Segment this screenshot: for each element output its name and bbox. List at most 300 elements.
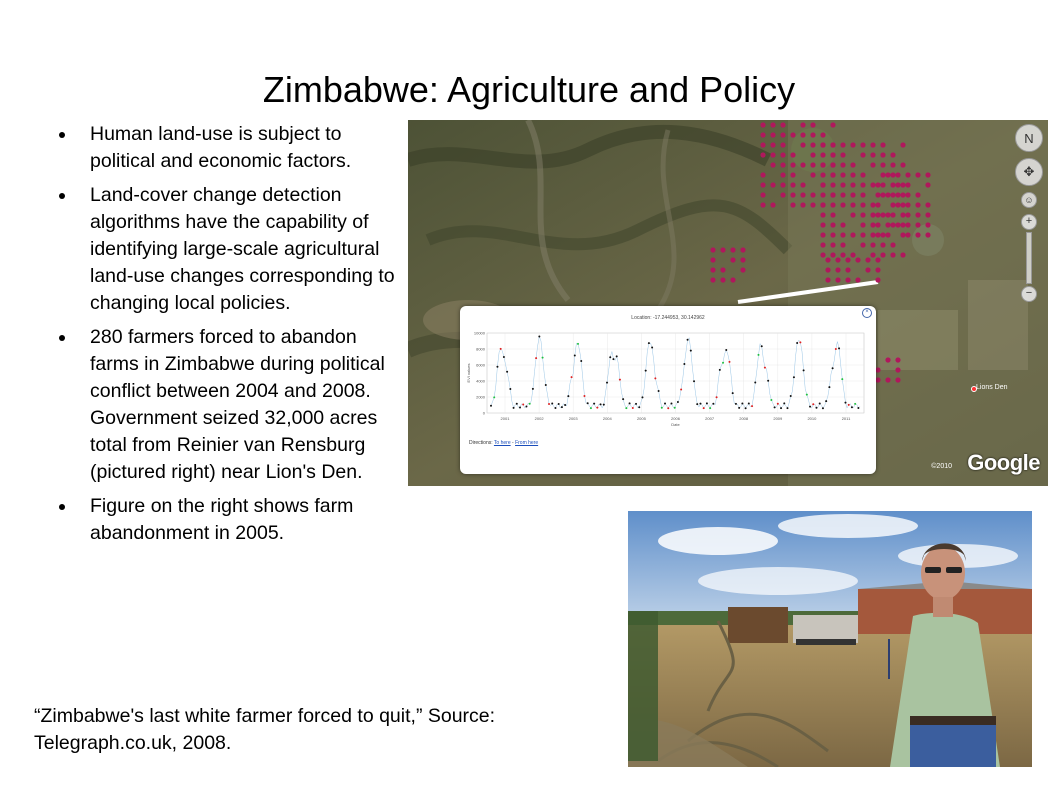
chart-point [583, 395, 585, 397]
bullet-list [55, 121, 400, 554]
chart-point [725, 349, 727, 351]
farm-marker [830, 192, 835, 197]
chart-point [741, 402, 743, 404]
farm-marker [875, 257, 880, 262]
bullet-item [55, 182, 400, 317]
farm-marker [860, 242, 865, 247]
chart-point [825, 400, 827, 402]
chart-point [719, 369, 721, 371]
chart-point [838, 347, 840, 349]
x-tick-label: 2011 [841, 416, 851, 421]
x-tick-label: 2009 [773, 416, 783, 421]
farm-marker [895, 377, 900, 382]
chart-point [632, 407, 634, 409]
farm-marker [900, 202, 905, 207]
chart-point [619, 379, 621, 381]
chart-point [851, 406, 853, 408]
farm-marker [780, 162, 785, 167]
farm-marker [790, 182, 795, 187]
bullet-text: Human land-use is subject to political and economic factors. [90, 123, 352, 172]
compass-icon[interactable]: N [1015, 124, 1043, 152]
farm-marker [810, 132, 815, 137]
chart-point [728, 361, 730, 363]
farm-marker [790, 202, 795, 207]
chart-point [538, 335, 540, 337]
farm-marker [925, 232, 930, 237]
farm-marker [890, 222, 895, 227]
farm-marker [780, 172, 785, 177]
chart-point [571, 376, 573, 378]
farm-marker [840, 222, 845, 227]
chart-point [625, 407, 627, 409]
farm-marker [850, 252, 855, 257]
farm-marker [870, 162, 875, 167]
chart-point [764, 367, 766, 369]
y-tick-label: 4000 [476, 378, 485, 384]
farm-marker [825, 267, 830, 272]
farm-marker [790, 172, 795, 177]
farm-marker [730, 247, 735, 252]
zoom-slider[interactable] [1026, 232, 1032, 284]
farm-marker [800, 132, 805, 137]
chart-point [780, 407, 782, 409]
farm-marker [875, 212, 880, 217]
chart-point [716, 396, 718, 398]
chart-point [535, 357, 537, 359]
farm-marker [880, 152, 885, 157]
farm-marker [850, 232, 855, 237]
chart-point [699, 403, 701, 405]
farmer-photo-illustration [628, 511, 1032, 767]
chart-point [703, 407, 705, 409]
farm-marker [835, 267, 840, 272]
bullet-dot-icon [59, 335, 65, 341]
farm-marker [890, 252, 895, 257]
farm-marker [860, 152, 865, 157]
chart-point [854, 403, 856, 405]
farm-marker [895, 222, 900, 227]
chart-point [670, 403, 672, 405]
farm-marker [880, 212, 885, 217]
chart-point [832, 367, 834, 369]
farm-marker [830, 162, 835, 167]
chart-point [616, 355, 618, 357]
chart-point [690, 350, 692, 352]
farm-marker [860, 182, 865, 187]
chart-point [706, 402, 708, 404]
chart-point [567, 395, 569, 397]
farm-marker [770, 152, 775, 157]
farm-marker [865, 257, 870, 262]
chart-point [654, 377, 656, 379]
chart-point [677, 401, 679, 403]
chart-point [790, 395, 792, 397]
farm-marker [730, 257, 735, 262]
chart-point [529, 403, 531, 405]
chart-point [542, 357, 544, 359]
farm-marker [850, 192, 855, 197]
farm-marker [810, 122, 815, 127]
farm-marker [780, 182, 785, 187]
farm-marker [790, 192, 795, 197]
chart-point [516, 403, 518, 405]
x-tick-label: 2004 [602, 416, 612, 421]
chart-point [799, 341, 801, 343]
farm-marker [760, 172, 765, 177]
bullet-text: 280 farmers forced to abandon farms in Zimbabwe during political conflict between 2004 and 2008. Government seized 32,000 acres total from Reinier van Rensburg (pictured right) near Lion's Den. [90, 326, 385, 483]
farm-marker [880, 182, 885, 187]
chart-point [841, 378, 843, 380]
farm-marker [915, 212, 920, 217]
chart-point [693, 380, 695, 382]
chart-point [509, 388, 511, 390]
chart-point [680, 388, 682, 390]
farm-marker [840, 192, 845, 197]
farm-marker [895, 182, 900, 187]
chart-point [496, 366, 498, 368]
map-navigation-controls[interactable] [1014, 124, 1044, 304]
farm-marker [890, 182, 895, 187]
farm-marker [875, 182, 880, 187]
farm-marker [720, 267, 725, 272]
x-tick-label: 2006 [671, 416, 680, 421]
farm-marker [760, 202, 765, 207]
chart-point [777, 403, 779, 405]
farm-marker [820, 212, 825, 217]
chart-point [580, 360, 582, 362]
farm-marker [875, 232, 880, 237]
farm-marker [895, 202, 900, 207]
chart-point [783, 402, 785, 404]
farm-marker [770, 182, 775, 187]
farm-marker [875, 202, 880, 207]
chart-point [525, 406, 527, 408]
chart-point [603, 404, 605, 406]
chart-point [506, 371, 508, 373]
farm-marker [885, 172, 890, 177]
farm-marker [820, 242, 825, 247]
farm-marker [830, 202, 835, 207]
farm-marker [830, 172, 835, 177]
chart-point [844, 402, 846, 404]
chart-point [493, 396, 495, 398]
farm-marker [860, 212, 865, 217]
farm-marker [870, 222, 875, 227]
chart-point [490, 405, 492, 407]
farm-marker [810, 172, 815, 177]
chart-point [574, 354, 576, 356]
chart-point [612, 358, 614, 360]
directions-separator: - [510, 440, 516, 446]
chart-point [503, 356, 505, 358]
chart-point [748, 402, 750, 404]
google-logo: Google [967, 450, 1040, 475]
bullet-text: Land-cover change detection algorithms have the capability of identifying large-scale agricultural land-use changes corresponding to changing local policies. [90, 184, 395, 314]
chart-point [712, 403, 714, 405]
y-tick-label: 10000 [473, 330, 485, 336]
farm-marker [890, 162, 895, 167]
farm-marker [760, 132, 765, 137]
farm-marker [770, 202, 775, 207]
farm-marker [905, 172, 910, 177]
farm-marker [915, 192, 920, 197]
farm-marker [885, 212, 890, 217]
farm-marker [860, 192, 865, 197]
farm-marker [770, 132, 775, 137]
chart-point [796, 342, 798, 344]
farm-marker [760, 152, 765, 157]
farm-marker [925, 222, 930, 227]
farm-marker [880, 192, 885, 197]
farm-marker [710, 257, 715, 262]
farm-marker [885, 232, 890, 237]
farm-marker [905, 192, 910, 197]
farm-marker [880, 232, 885, 237]
farm-marker [820, 162, 825, 167]
farm-marker [840, 142, 845, 147]
chart-point [500, 348, 502, 350]
farm-marker [850, 142, 855, 147]
farm-marker [840, 172, 845, 177]
chart-point [745, 407, 747, 409]
chart-point [774, 406, 776, 408]
farm-marker [800, 202, 805, 207]
farm-marker [885, 222, 890, 227]
timeseries-popup [460, 306, 876, 474]
chart-point [600, 403, 602, 405]
farm-marker [830, 252, 835, 257]
farm-marker [880, 172, 885, 177]
farm-marker [840, 242, 845, 247]
close-icon[interactable]: × [862, 308, 872, 318]
farm-marker [800, 122, 805, 127]
farm-marker [890, 172, 895, 177]
farm-marker [830, 142, 835, 147]
farm-marker [850, 172, 855, 177]
farm-marker [890, 192, 895, 197]
photo-caption: “Zimbabwe's last white farmer forced to quit,” Source: Telegraph.co.uk, 2008. [34, 705, 496, 754]
chart-point [696, 403, 698, 405]
farm-marker [915, 202, 920, 207]
farm-marker [870, 152, 875, 157]
farm-marker [925, 182, 930, 187]
farm-marker [885, 377, 890, 382]
chart-point [648, 342, 650, 344]
farm-marker [875, 377, 880, 382]
chart-point [857, 407, 859, 409]
chart-point [683, 363, 685, 365]
timeseries-chart [460, 306, 876, 474]
chart-point [806, 394, 808, 396]
x-axis-label: Date [671, 422, 680, 427]
farm-marker [900, 222, 905, 227]
chart-point [609, 356, 611, 358]
x-tick-label: 2008 [739, 416, 749, 421]
chart-point [622, 398, 624, 400]
farm-marker [855, 277, 860, 282]
farm-marker [850, 202, 855, 207]
chart-point [519, 407, 521, 409]
farm-marker [915, 172, 920, 177]
farm-marker [825, 257, 830, 262]
zoom-plus-icon[interactable]: + [1021, 214, 1037, 230]
farm-marker [865, 267, 870, 272]
farm-marker [860, 222, 865, 227]
farm-marker [915, 222, 920, 227]
chart-point [770, 399, 772, 401]
farm-marker [820, 232, 825, 237]
farm-marker [830, 232, 835, 237]
person-icon[interactable]: ☺ [1021, 192, 1037, 208]
farm-marker [860, 232, 865, 237]
chart-point [651, 347, 653, 349]
farm-marker [820, 182, 825, 187]
directions-label: Directions: [469, 440, 494, 446]
farm-marker [710, 247, 715, 252]
farm-marker [830, 212, 835, 217]
chart-point [819, 403, 821, 405]
farm-marker [900, 232, 905, 237]
farm-marker [845, 277, 850, 282]
farm-marker [830, 182, 835, 187]
bullet-dot-icon [59, 193, 65, 199]
farm-marker [870, 252, 875, 257]
farm-marker [860, 142, 865, 147]
chart-point [658, 390, 660, 392]
popup-title: Location: -17.244953, 30.142962 [631, 315, 705, 321]
farm-marker [830, 152, 835, 157]
farm-marker [790, 132, 795, 137]
farm-marker [905, 222, 910, 227]
chart-point [545, 384, 547, 386]
farm-marker [905, 212, 910, 217]
chart-point [558, 403, 560, 405]
farm-marker [835, 277, 840, 282]
farm-marker [825, 277, 830, 282]
chart-point [848, 404, 850, 406]
farm-marker [855, 257, 860, 262]
farm-marker [840, 202, 845, 207]
chart-point [722, 362, 724, 364]
farm-marker [880, 142, 885, 147]
farm-marker [760, 192, 765, 197]
chart-point [548, 403, 550, 405]
chart-point [815, 407, 817, 409]
bullet-text: Figure on the right shows farm abandonment in 2005. [90, 495, 354, 544]
farm-marker [890, 242, 895, 247]
farm-marker [900, 182, 905, 187]
farm-marker [840, 182, 845, 187]
farm-marker [800, 192, 805, 197]
farm-marker [880, 252, 885, 257]
farm-marker [895, 172, 900, 177]
y-tick-label: 2000 [476, 394, 485, 400]
bullet-item [55, 493, 400, 547]
farm-marker [880, 162, 885, 167]
farm-marker [820, 142, 825, 147]
slide-title: Zimbabwe: Agriculture and Policy [262, 69, 796, 110]
satellite-map[interactable] [408, 120, 1048, 486]
farm-marker [780, 192, 785, 197]
chart-point [554, 407, 556, 409]
farm-marker [770, 122, 775, 127]
farmer-photo [628, 511, 1032, 767]
farm-marker [820, 132, 825, 137]
farm-marker [870, 202, 875, 207]
zoom-minus-icon[interactable]: − [1021, 286, 1037, 302]
bullet-dot-icon [59, 132, 65, 138]
farm-marker [720, 277, 725, 282]
chart-point [577, 343, 579, 345]
chart-point [629, 402, 631, 404]
farm-marker [895, 192, 900, 197]
farm-marker [830, 222, 835, 227]
farm-marker [810, 192, 815, 197]
farm-marker [905, 232, 910, 237]
chart-point [561, 406, 563, 408]
farm-marker [830, 122, 835, 127]
x-tick-label: 2003 [568, 416, 578, 421]
farm-marker [900, 212, 905, 217]
directions-to-here-link[interactable]: To here [493, 440, 511, 446]
farm-marker [925, 212, 930, 217]
chart-point [751, 405, 753, 407]
farm-marker [710, 267, 715, 272]
chart-point [532, 388, 534, 390]
map-copyright: ©2010 [931, 463, 952, 470]
farm-marker [885, 357, 890, 362]
farm-marker [730, 277, 735, 282]
farm-marker [870, 232, 875, 237]
chart-point [687, 339, 689, 341]
farm-marker [875, 222, 880, 227]
x-tick-label: 2010 [807, 416, 817, 421]
farm-marker [840, 152, 845, 157]
chart-point [564, 404, 566, 406]
chart-point [522, 404, 524, 406]
farm-marker [900, 192, 905, 197]
farm-marker [885, 192, 890, 197]
chart-point [596, 407, 598, 409]
farm-marker [895, 367, 900, 372]
x-tick-label: 2001 [500, 416, 510, 421]
farm-marker [790, 152, 795, 157]
x-tick-label: 2002 [534, 416, 544, 421]
chart-point [735, 403, 737, 405]
chart-point [674, 407, 676, 409]
farm-marker [875, 277, 880, 282]
farm-marker [810, 202, 815, 207]
farm-marker [880, 242, 885, 247]
farm-marker [810, 152, 815, 157]
farm-marker [905, 202, 910, 207]
farm-marker [790, 162, 795, 167]
farm-marker [820, 202, 825, 207]
chart-point [757, 354, 759, 356]
directions-from-here-link[interactable]: From here [515, 440, 539, 446]
farm-marker [900, 142, 905, 147]
y-tick-label: 0 [482, 410, 485, 416]
farm-marker [845, 267, 850, 272]
farm-marker [780, 132, 785, 137]
hand-pan-icon[interactable]: ✥ [1015, 158, 1043, 186]
farm-marker [770, 162, 775, 167]
farm-marker [900, 252, 905, 257]
farm-marker [840, 232, 845, 237]
directions-links [469, 440, 538, 446]
farm-marker [925, 202, 930, 207]
chart-point [767, 380, 769, 382]
